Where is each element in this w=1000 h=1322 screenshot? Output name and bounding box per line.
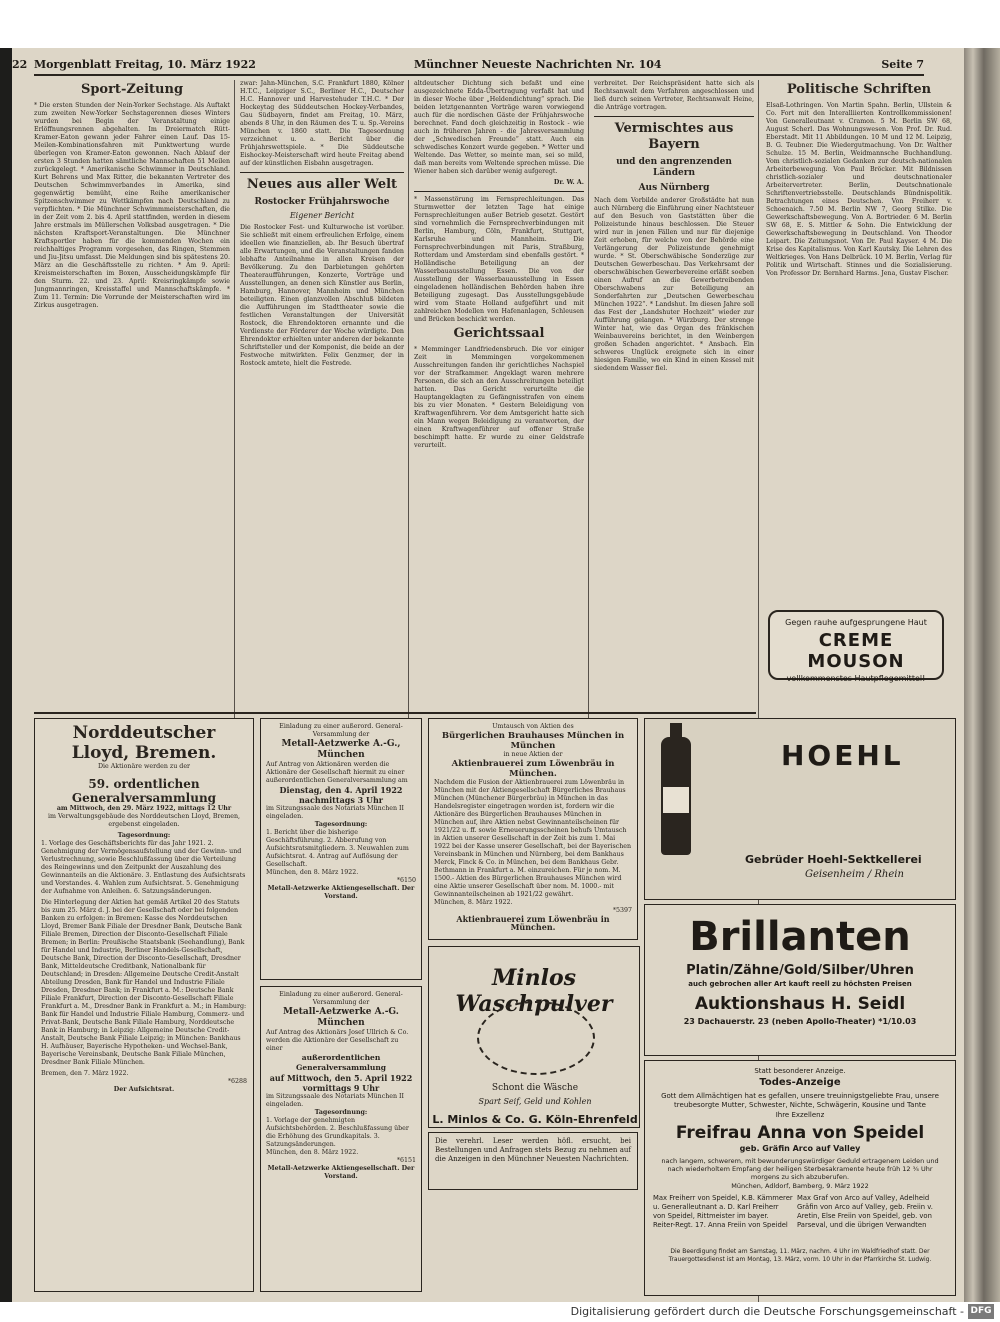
- obituary-name: Freifrau Anna von Speidel: [675, 1123, 925, 1143]
- metall-notice-1: [260, 718, 422, 980]
- president-body: verbreitet. Der Reichspräsident hatte sich als Rechtsanwalt dem Verfahren angeschlossen und ließ durch seinen Vertreter, Rechtsanwalt Heine, die Anträge vortragen.: [594, 80, 754, 111]
- lloyd-date: am Mittwoch, den 29. März 1922, mittags 12 Uhr: [56, 805, 232, 812]
- umtausch-title: Bürgerlichen Brauhauses München in München: [441, 731, 625, 751]
- umtausch-code: *5397: [612, 907, 632, 914]
- brillanten-ad: [644, 904, 956, 1056]
- sport-title: Sport-Zeitung: [80, 82, 184, 97]
- obituary-place-date: München, Adldorf, Bamberg, 9. März 1922: [731, 1182, 869, 1190]
- obituary-notice: [644, 1060, 956, 1296]
- bavaria-body: Nach dem Vorbilde anderer Großstädte hat nun auch Nürnberg die Einführung einer Nachtsteuer auf den Besuch von Gaststätten über die Polizeistunde hinaus beschlossen. Die Steuer wird nur in jenen Fällen und nur für diejenige Zeit erhoben, für welche von der Behörde eine Verlängerung der Polizeistunde genehmigt wurde. * St. Oberschwäbische Sonderzüge zur Deutschen Gewerbeschau. Das Verkehrsamt der oberschwäbischen Gewerbevereine erläßt soeben einen Aufruf an die Gewerbetreibenden Oberschwabens zur Beteiligung an Sonderfahrten zur „Deutschen Gewerbeschau München 1922“. * Landshut. Im diesen Jahre soll das Fest der „Landshuter Hochzeit“ wieder zur Aufführung gelangen. * Würzburg. Der strenge Winter hat, wie das Organ des fränkischen Weinbauvereins berichtet, in den Weinbergen großen Schaden angerichtet. * Ansbach. Ein schweres Unglück ereignete sich in einer hiesigen Familie, wo ein Kind in einen Kessel mit siedendem Wasser fiel.: [594, 197, 754, 372]
- metall2-date: auf Mittwoch, den 5. April 1922 vormittags 9 Uhr: [269, 1073, 413, 1093]
- chain-ring-icon: [477, 1001, 595, 1075]
- metall1-place-date: München, den 8. März 1922.: [266, 869, 359, 876]
- metall2-title: Metall-Aetzwerke A.-G. München: [283, 1007, 399, 1028]
- lloyd-title: Norddeutscher Lloyd, Bremen.: [71, 723, 217, 763]
- column-sport: [34, 80, 230, 750]
- obituary-mourners: [645, 1194, 955, 1246]
- divider: [240, 172, 404, 173]
- metall2-sub: außerordentlichen Generalversammlung: [295, 1053, 387, 1072]
- court-title: Gerichtssaal: [453, 326, 545, 341]
- umtausch-body: Nachdem die Fusion der Aktienbrauerei zum Löwenbräu in München mit der Aktiengesellschaft Bürgerliches Brauhaus München (Münchener Bürgerbräu) in München in das Handelsregister eingetragen worden ist, fordern wir die Aktionäre des Bürgerlichen Brauhauses München in München auf, ihre Aktien nebst Gewinnanteilscheinen für 1921/22 u. ff. sowie Erneuerungsscheinen behufs Umtausch in Aktien unserer Gesellschaft in der Zeit bis zum 1. Mai 1922 bei der Kasse unserer Gesellschaft, bei der Bayerischen Vereinsbank in München und Nürnberg, bei dem Bankhaus Merck, Finck & Co. in München, bei dem Bankhaus Gebr. Bethmann in Frankfurt a. M. einzureichen. Für je nom. M. 1500.- Aktien des Bürgerlichen Brauhauses München wird eine Aktie unserer Gesellschaft über nom. M. 1000.- mit Gewinnanteilscheinen ab 1921/22 gewährt.: [434, 779, 632, 898]
- header-left: Morgenblatt Freitag, 10. März 1922: [34, 58, 256, 71]
- world-byline: Eigener Bericht: [289, 211, 355, 220]
- book-edge: [964, 48, 1000, 1302]
- brill-headline: Brillanten: [689, 914, 911, 960]
- metall2-place: im Sitzungssaale des Notariats München II eingeladen.: [266, 1093, 405, 1108]
- lloyd-notice: [34, 718, 254, 1292]
- newspaper-page: [12, 48, 964, 1302]
- left-edge-number: 22: [12, 58, 28, 71]
- obituary-birthname: geb. Gräfin Arco auf Valley: [739, 1144, 861, 1153]
- column-rule: [408, 80, 409, 750]
- metall1-head: Einladung zu einer außerord. General-Versammlung der: [279, 723, 403, 738]
- metall1-date: Dienstag, den 4. April 1922 nachmittags 3 Uhr: [279, 785, 403, 805]
- court-body: * Memminger Landfriedensbruch. Die vor einiger Zeit in Memmingen vorgekommenen Ausschreitungen fanden ihr gerichtliches Nachspiel vor der Strafkammer. Angeklagt waren mehrere Personen, die sich an den Ausschreitungen beteiligt hatten. Das Gericht verurteilte die Hauptangeklagten zu Gefängnisstrafen von einem bis zu vier Monaten. * Gestern Beleidigung von Kraftwagenführern. Vor dem Amtsgericht hatte sich ein Mann wegen Beleidigung zu verantworten, der einen Kraftwagenführer auf offener Straße beschimpft hatte. Er wurde zu einer Geldstrafe verurteilt.: [414, 346, 584, 449]
- ads-divider: [34, 712, 756, 714]
- minlos-title: Minlos Waschpulver: [455, 965, 613, 1017]
- lloyd-place-date: Bremen, den 7. März 1922.: [41, 1070, 129, 1077]
- brill-code: *1/10.03: [878, 1017, 917, 1026]
- lloyd-agenda: 1. Vorlage des Geschäftsberichts für das Jahr 1921. 2. Genehmigung der Vermögensaufstellung und der Gewinn- und Verlustrechnung, sowie Beschlußfassung über die Verteilung des Reingewinns und den Zeitpunkt der Auszahlung des Gewinnanteils an die Aktionäre. 3. Entlastung des Aufsichtsrats und Vorstandes. 4. Wahlen zum Aufsichtsrat. 5. Genehmigung der Aufnahme von Anleihen. 6. Satzungsänderungen.: [41, 840, 246, 895]
- lloyd-signature: Der Aufsichtsrat.: [113, 1086, 175, 1093]
- metall1-place: im Sitzungssaale des Notariats München II eingeladen.: [266, 805, 405, 820]
- mourners-right: Max Graf von Arco auf Valley, Adelheid Gräfin von Arco auf Valley, geb. Freiin v. Aretin, Else Freiin von Speidel, geb. von Parseval, und die übrigen Verwandten: [797, 1194, 933, 1229]
- hoehl-brand: HOEHL: [781, 739, 904, 772]
- world-title: Neues aus aller Welt: [246, 177, 398, 192]
- page-header: [34, 56, 924, 76]
- metall1-agenda-head: Tagesordnung:: [314, 821, 368, 828]
- metall1-agenda: 1. Bericht über die bisherige Geschäftsführung. 2. Abberufung von Aufsichtsratsmitgliedern. 3. Neuwahlen zum Aufsichtsrat. 4. Antrag auf Auflösung der Gesellschaft.: [266, 829, 409, 868]
- metall1-title: Metall-Aetzwerke A.-G., München: [281, 739, 401, 760]
- hoehl-place: Geisenheim / Rhein: [805, 869, 904, 880]
- hockey-body: zwar: Jahn-München, S.C. Frankfurt 1880, Kölner H.T.C., Leipziger S.C., Berliner H.C., Deutscher H.C. Hannover und Harvestehuder T.H.C. * Der Hockeytag des Süddeutschen Hockey-Verbandes, Gau Südbayern, findet am Freitag, 10. März, abends 8 Uhr, in den Räumen des T. u. Sp.-Vereins München v. 1860 statt. Die Tagesordnung verzeichnet u. a. Bericht über die Frühjahrswettspiele. * Die Süddeutsche Eishockey-Meisterschaft wird heute Freitag abend auf der künstlichen Eisbahn ausgetragen.: [240, 80, 404, 167]
- bottle-label-icon: [663, 787, 689, 813]
- lloyd-banks: Die Hinterlegung der Aktien hat gemäß Artikel 20 des Statuts bis zum 25. März d. J. bei der Gesellschaft oder bei folgenden Banken zu erfolgen: in Bremen: Kasse des Norddeutschen Lloyd, Bremer Bank Filiale der Dresdner Bank, Deutsche Bank Filiale Bremen, Direction der Disconto-Gesellschaft Filiale Bremen; in Berlin: Preußische Staatsbank (Seehandlung), Bank für Handel und Industrie, Berliner Handels-Gesellschaft, Deutsche Bank, Direction der Disconto-Gesellschaft, Dresdner Bank, Mitteldeutsche Creditbank, Nationalbank für Deutschland; in Dresden: Allgemeine Deutsche Credit-Anstalt Abteilung Dresden, Bank für Handel und Industrie Filiale Dresden, Dresdner Bank; in Frankfurt a. M.: Deutsche Bank Filiale Frankfurt, Direction der Disconto-Gesellschaft Filiale Frankfurt a. M., Dresdner Bank in Frankfurt a. M.; in Hamburg: Bank für Handel und Industrie Filiale Hamburg, Commerz- und Privat-Bank, Deutsche Bank Filiale Hamburg, Norddeutsche Bank in Hamburg; in Leipzig: Allgemeine Deutsche Credit-Anstalt, Deutsche Bank Filiale Leipzig; in München: Bankhaus H. Aufhäuser, Bayerische Hypotheken- und Wechsel-Bank, Bayerische Vereinsbank, Deutsche Bank Filiale München, Dresdner Bank Filiale München.: [41, 899, 247, 1066]
- lloyd-agenda-head: Tagesordnung:: [117, 832, 171, 839]
- metall2-head: Einladung zu einer außerord. General-Versammlung der: [279, 991, 403, 1006]
- column-court: [414, 80, 584, 750]
- header-right: Seite 7: [881, 58, 924, 71]
- lloyd-code: *6288: [227, 1078, 247, 1085]
- metall2-agenda: 1. Vorlage der genehmigten Aufsichtsbehörden. 2. Beschlußfassung über die Erhöhung des Grundkapitals. 3. Satzungsänderungen.: [266, 1117, 409, 1148]
- footer-text: Digitalisierung gefördert durch die Deutsche Forschungsgemeinschaft -: [570, 1305, 964, 1318]
- reader-notice: [428, 1132, 638, 1190]
- header-center: Münchner Neueste Nachrichten Nr. 104: [414, 58, 662, 71]
- divider: [414, 191, 584, 192]
- metall2-body: Auf Antrag des Aktionärs Josef Ullrich & Co. werden die Aktionäre der Gesellschaft zu einer: [266, 1029, 409, 1052]
- world-subtitle: Rostocker Frühjahrswoche: [254, 197, 390, 207]
- column-rule: [234, 80, 235, 750]
- scan-top-margin: [0, 0, 1000, 48]
- creme-brand: CREME MOUSON: [807, 630, 905, 672]
- umtausch-signature: Aktienbrauerei zum Löwenbräu in München.: [456, 914, 610, 932]
- creme-tagline: Gegen rauhe aufgesprungene Haut: [785, 618, 927, 627]
- reader-notice-text: Die verehrl. Leser werden höfl. ersucht, bei Bestellungen und Anfragen stets Bezug zu nehmen auf die Anzeigen in den Münchner Neuesten Nachrichten.: [435, 1137, 631, 1163]
- lloyd-intro: Die Aktionäre werden zu der: [97, 763, 191, 770]
- column-books: [766, 80, 952, 640]
- creme-claim: vollkommenstes Hautpflegemittel!: [786, 674, 926, 683]
- obituary-excellency: Ihre Exzellenz: [775, 1111, 825, 1119]
- obituary-title: Todes-Anzeige: [759, 1077, 841, 1088]
- festival-signature: Dr. W. A.: [553, 179, 584, 186]
- nuremberg-heading: Aus Nürnberg: [638, 183, 710, 193]
- festival-body: altdeutscher Dichtung sich befaßt und eine ausgezeichnete Edda-Übertragung verfaßt hat und in dieser Woche über „Heldendichtung“ sprach. Die beiden letztgenannten Vorträge waren vorwiegend auch für die nordischen Gäste der Frühjahrswoche berechnet. Fand doch gleichzeitig in Rostock - wie auch in früheren Jahren - die Jahresversammlung der „Schwedischen Freunde“ statt. Auch ein schwedisches Konzert wurde gegeben. * Wetter und Weltende. Das Wetter, so meinte man, sei so mild, daß man bereits vom Weltende sprechen müsse. Die Wiener haben sich darüber wenig aufgeregt.: [414, 80, 584, 175]
- umtausch-title2: Aktienbrauerei zum Löwenbräu in München.: [451, 759, 615, 779]
- brill-offer: auch gebrochen aller Art kauft reell zu höchsten Preisen: [688, 980, 912, 988]
- metall2-agenda-head: Tagesordnung:: [314, 1109, 368, 1116]
- telephone-body: * Massenstörung im Fernsprechleitungen. Das Sturmwetter der letzten Tage hat einige Fernsprechleitungen außer Betrieb gesetzt. Gestört sind vornehmlich die Fernsprechverbindungen mit Berlin, Hamburg, Cöln, Frankfurt, Stuttgart, Karlsruhe und Mannheim. Die Fernsprechverbindungen mit Paris, Straßburg, Rotterdam und Amsterdam sind ebenfalls gestört. * Holländische Beteiligung an der Wasserbauausstellung Essen. Die von der Ausstellung der Wasserbauausstellung in Essen eingeladenen holländischen Behörden haben ihre Beteiligung zugesagt. Das Ausstellungsgebäude wird vom Staate Holland aufgeführt und mit zahlreichen Modellen von Hafenanlagen, Schleusen und Brücken beschickt werden.: [414, 196, 584, 323]
- obituary-funeral: Die Beerdigung findet am Samstag, 11. März, nachm. 4 Uhr im Waldfriedhof statt. Der Trauergottesdienst ist am Montag, 13. März, vorm. 10 Uhr in der Pfarrkirche St. Ludwig.: [668, 1248, 932, 1263]
- dfg-logo-icon: DFG: [968, 1304, 994, 1319]
- books-body: Elsaß-Lothringen. Von Martin Spahn. Berlin, Ullstein & Co. Fort mit den Interalliierten Kontrollkommissionen! Von Generalleutnant v. Cramon. 5 M. Berlin SW 68, August Scherl. Das Wohnungswesen. Von Prof. Dr. Rud. Eberstadt. Mit 11 Abbildungen. 10 M und 12 M. Leipzig, B. G. Teubner. Die Wiedergutmachung. Von Dr. Walther Schulze. 15 M. Berlin, Weidmannsche Buchhandlung. Vom christlich-sozialen Gedanken zur deutsch-nationalen Arbeiterbewegung. Von Paul Bröcker. Mit Bildnissen christlich-sozialer und deutschnationaler Arbeitervertreter. Berlin, Deutschnationale Schriftenvertriebsstelle. Deutschlands Bündnispolitik. Betrachtungen eines Deutschen. Von Freiherr v. Schoenaich. 7.50 M. Berlin NW 7, Georg Stilke. Die Gewerkschaftsbewegung. Von A. Bortrieder. 6 M. Berlin SW 68, E. S. Mittler & Sohn. Die Entwicklung der Gewerkschaftsbewegung in Deutschland. Von Theodor Leipart. Die Zeitungsnot. Von Dr. Paul Kayser. 4 M. Die Krise des Kapitalismus. Von Karl Kautsky. Die Lehren des Weltkrieges. Von Hans Delbrück. 10 M. Berlin, Verlag für Politik und Wirtschaft. Stinnes und die Sozialisierung. Von Professor Dr. Bernhard Harms. Jena, Gustav Fischer.: [766, 102, 952, 277]
- hoehl-maker: Gebrüder Hoehl-Sektkellerei: [745, 853, 922, 866]
- world-body: Die Rostocker Fest- und Kulturwoche ist vorüber. Sie schließt mit einem erfreulichen Erfolge, einem ideellen wie finanziellen, ab. Ihr Besuch übertraf alle Erwartungen, und die Veranstaltungen fanden lebhafte Anteilnahme in allen Kreisen der Bevölkerung. Zu den Darbietungen gehörten Theateraufführungen, Konzerte, Vorträge und Ausstellungen, an denen sich Künstler aus Berlin, Hamburg, Hannover, Mannheim und München beteiligten. Einen glanzvollen Abschluß bildeten die Aufführungen im Stadttheater sowie die festlichen Veranstaltungen der Universität Rostock, die Ehrendoktoren ernannte und die Verdienste der Förderer der Woche würdigte. Den Ehrendoktor erhielten unter anderen der bekannte Schriftsteller und der Komponist, die beide an der Festwoche mitwirkten. Felix Genzmer, der in Rostock amtete, hielt die Festrede.: [240, 224, 404, 367]
- mourners-left: Max Freiherr von Speidel, K.B. Kämmerer u. Generalleutnant a. D. Karl Freiherr von Speidel, Rittmeister im bayer. Reiter-Regt. 17. Anna Freiin von Speidel: [653, 1194, 793, 1229]
- lloyd-place: im Verwaltungsgebäude des Norddeutschen Lloyd, Bremen, ergebenst eingeladen.: [47, 813, 241, 828]
- metall1-signature: Metall-Aetzwerke Aktiengesellschaft. Der Vorstand.: [267, 885, 415, 900]
- column-world: [240, 80, 404, 750]
- minlos-ad: [428, 946, 640, 1128]
- divider: [594, 116, 754, 117]
- umtausch-mid: in neue Aktien der: [503, 751, 563, 758]
- column-rule: [588, 80, 589, 750]
- minlos-tagline: Schont die Wäsche: [491, 1083, 579, 1093]
- bavaria-title: Vermischtes aus Bayern: [614, 121, 734, 152]
- obituary-pre: Statt besonderer Anzeige.: [754, 1067, 846, 1075]
- hoehl-ad: [644, 718, 956, 900]
- minlos-tagline-2: Spart Seif, Geld und Kohlen: [478, 1097, 592, 1106]
- column-bavaria: [594, 80, 754, 750]
- digitization-footer: [0, 1302, 1000, 1322]
- brill-goods: Platin/Zähne/Gold/Silber/Uhren: [686, 963, 914, 978]
- metall1-code: *6150: [396, 877, 416, 884]
- brill-address: 23 Dachauerstr. 23 (neben Apollo-Theater) *1/10.03: [683, 1017, 917, 1026]
- umtausch-place-date: München, 8. März 1922.: [434, 899, 513, 906]
- brill-house: Auktionshaus H. Seidl: [694, 994, 906, 1014]
- obituary-intro: Gott dem Allmächtigen hat es gefallen, unsere treuinnigstgeliebte Frau, unsere treubesorgte Mutter, Schwester, Nichte, Schwägerin, Kousine und Tante: [661, 1092, 939, 1109]
- minlos-maker: L. Minlos & Co. G. Köln-Ehrenfeld: [432, 1113, 638, 1126]
- bavaria-subtitle: und den angrenzenden Ländern: [616, 157, 732, 178]
- metall2-code: *6151: [396, 1157, 416, 1164]
- obituary-text: nach langem, schwerem, mit bewunderungswürdiger Geduld ertragenem Leiden und nach wiederholtem Empfang der heiligen Sterbesakramente heute früh 12 ¾ Uhr morgens zu sich abzuberufen.: [661, 1157, 939, 1181]
- lloyd-assembly: 59. ordentlichen Generalversammlung: [71, 777, 217, 805]
- metall-notice-2: [260, 986, 422, 1292]
- umtausch-head: Umtausch von Aktien des: [492, 723, 574, 730]
- metall1-body: Auf Antrag von Aktionären werden die Aktionäre der Gesellschaft hiermit zu einer außerordentlichen Generalversammlung am: [266, 761, 408, 784]
- creme-mouson-ad: [768, 610, 944, 683]
- loewenbraeu-notice: [428, 718, 638, 940]
- metall2-signature: Metall-Aetzwerke Aktiengesellschaft. Der Vorstand.: [267, 1165, 415, 1180]
- sport-body: * Die ersten Stunden der Nein-Yorker Sechstage. Als Auftakt zum zweiten New-Yorker Sechstagerennen dieses Winters wurden bei Begin der Veranstaltung einige Erlöffnungsrennen abgehalten. Im Dreiermatch Rütt-Kramer-Eaton gewann jeder Fahrer einen Lauf. Das 15-Meilen-Kombinationsfahren mit Punktwertung wurde überlegen von Kramer-Eaton gewonnen. Nach Ablauf der ersten 3 Stunden hatten sämtliche Mannschaften 51 Meilen zurückgelegt. * Amerikanische Schwimmer in Deutschland. Kurt Behrens und Max Ritter, die bekannten Vertreter des Deutschen Schwimmverbandes in Amerika, sind gegenwärtig bemüht, eine Reihe amerikanischer Spitzenschwimmer zu Wettkämpfen nach Deutschland zu verpflichten. * Die Münchner Schwimmmeisterschaften, die in der Zeit vom 2. bis 4. April stattfinden, werden in diesem Jahre erstmals im Müllerschen Volksbad ausgetragen. * Die nächsten Kraftsport-Veranstaltungen. Die Münchner Kraftsportler haben für die kommenden Wochen ein reichhaltiges Programm vorgesehen, das Ringen, Stemmen und Jiu-Jitsu umfasst. Die Meldungen sind bis spätestens 20. März an die Geschäftsstelle zu richten. * Am 9. April: Kreismeisterschaften im Boxen, Ausscheidungskämpfe für den Sturm. 22. und 23. April: Kreisringkämpfe sowie Jungmannringen, Kreisstaffel und Mannschaftskämpfe. * Zum 11. Termin: Die Vorrunde der Meisterschaften wird im Zirkus ausgetragen.: [34, 102, 230, 309]
- books-title: Politische Schriften: [786, 82, 932, 97]
- metall2-place-date: München, den 8. März 1922.: [266, 1149, 359, 1156]
